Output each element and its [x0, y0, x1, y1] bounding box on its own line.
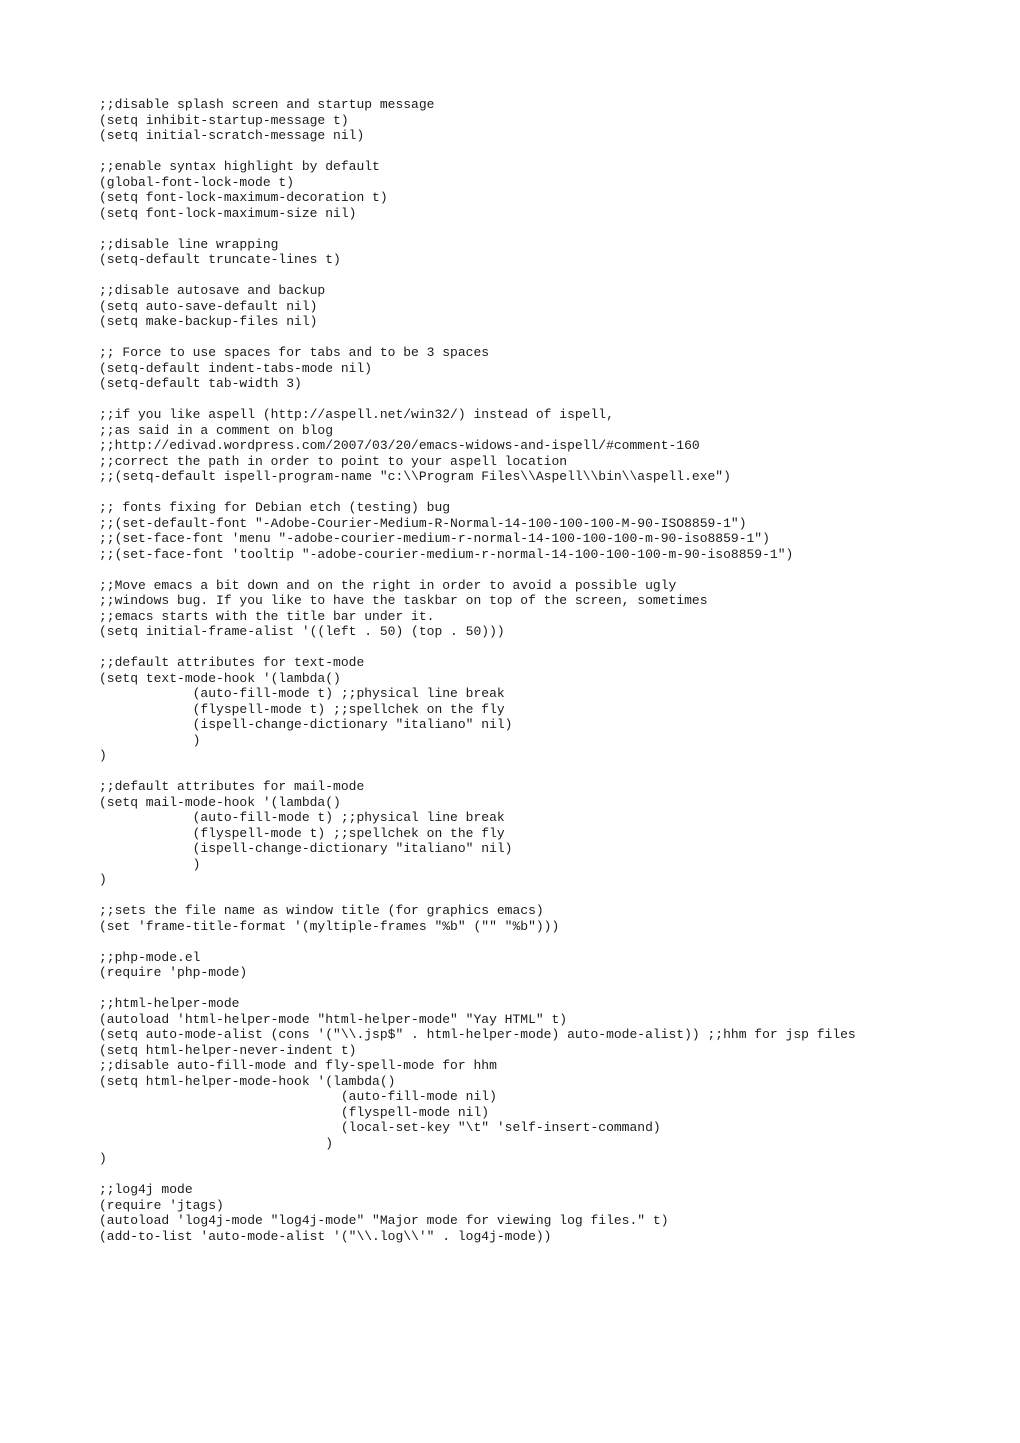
code-line: (setq font-lock-maximum-decoration t): [99, 190, 388, 205]
code-line: [99, 392, 856, 408]
code-line: ): [99, 1135, 334, 1151]
code-line: (require 'php-mode): [99, 965, 248, 980]
code-line: [99, 934, 856, 950]
code-line: (set 'frame-title-format '(myltiple-frames "%b" ("" "%b"))): [99, 918, 560, 934]
code-line: (flyspell-mode t) ;;spellchek on the fly: [99, 701, 505, 717]
code-line: (setq-default indent-tabs-mode nil): [99, 360, 373, 376]
code-line: [99, 268, 856, 284]
code-line: ;;disable line wrapping: [99, 236, 279, 252]
code-line: [99, 981, 856, 997]
code-line: ;;php-mode.el: [99, 949, 201, 965]
code-line: (flyspell-mode t) ;;spellchek on the fly: [99, 825, 505, 841]
code-line: (setq-default truncate-lines t): [99, 252, 341, 267]
code-line: ;;correct the path in order to point to your aspell location: [99, 453, 568, 469]
code-line: ): [99, 872, 107, 887]
code-line: [99, 144, 856, 160]
code-line: (setq auto-mode-alist (cons '("\\.jsp$" . html-helper-mode) auto-mode-alist)) ;;hhm for jsp files: [99, 1027, 856, 1042]
code-line: (setq font-lock-maximum-size nil): [99, 205, 357, 221]
code-line: (setq initial-scratch-message nil): [99, 128, 365, 143]
code-line: ): [99, 732, 201, 748]
code-line: ;;enable syntax highlight by default: [99, 159, 380, 174]
code-line: (autoload 'log4j-mode "log4j-mode" "Major mode for viewing log files." t): [99, 1213, 669, 1228]
code-line: (setq make-backup-files nil): [99, 314, 318, 329]
code-line: ;;disable autosave and backup: [99, 283, 326, 298]
code-line: (setq auto-save-default nil): [99, 298, 318, 314]
code-line: ;;(set-face-font 'tooltip "-adobe-courier-medium-r-normal-14-100-100-100-m-90-iso8859-1"): [99, 546, 794, 562]
code-line: ): [99, 1151, 107, 1166]
code-line: (auto-fill-mode nil): [99, 1089, 497, 1104]
code-line: (setq mail-mode-hook '(lambda(): [99, 794, 341, 810]
code-line: ;;if you like aspell (http://aspell.net/win32/) instead of ispell,: [99, 407, 614, 422]
code-line: ;;windows bug. If you like to have the taskbar on top of the screen, sometimes: [99, 593, 708, 608]
code-line: ;;log4j mode: [99, 1182, 193, 1197]
code-line: [99, 888, 856, 904]
code-line: (setq initial-frame-alist '((left . 50) (top . 50))): [99, 624, 505, 639]
code-line: (autoload 'html-helper-mode "html-helper-mode" "Yay HTML" t): [99, 1011, 568, 1027]
code-line: [99, 1167, 856, 1183]
code-line: ;;(set-default-font "-Adobe-Courier-Medium-R-Normal-14-100-100-100-M-90-ISO8859-1"): [99, 515, 747, 531]
code-line: (global-font-lock-mode t): [99, 174, 295, 190]
code-listing: [99, 97, 856, 1244]
code-line: (require 'jtags): [99, 1197, 224, 1213]
code-line: ): [99, 856, 201, 872]
code-line: (auto-fill-mode t) ;;physical line break: [99, 686, 505, 701]
code-line: (setq text-mode-hook '(lambda(): [99, 670, 341, 686]
code-line: [99, 640, 856, 656]
code-line: (setq html-helper-mode-hook '(lambda(): [99, 1073, 396, 1089]
code-line: ;;html-helper-mode: [99, 996, 240, 1011]
code-line: (auto-fill-mode t) ;;physical line break: [99, 810, 505, 825]
code-line: (local-set-key "\t" 'self-insert-command): [99, 1120, 661, 1135]
code-line: [99, 562, 856, 578]
code-line: [99, 485, 856, 501]
code-line: ): [99, 748, 107, 763]
code-line: (add-to-list 'auto-mode-alist '("\\.log\\'" . log4j-mode)): [99, 1228, 552, 1244]
code-line: (ispell-change-dictionary "italiano" nil): [99, 717, 513, 732]
code-line: ;;(set-face-font 'menu "-adobe-courier-medium-r-normal-14-100-100-100-m-90-iso8859-1"): [99, 531, 770, 546]
code-line: ;;default attributes for text-mode: [99, 655, 365, 670]
code-line: ;;disable splash screen and startup message: [99, 97, 435, 112]
code-line: (setq html-helper-never-indent t): [99, 1042, 357, 1058]
code-line: ;;sets the file name as window title (for graphics emacs): [99, 903, 544, 918]
code-line: ;;Move emacs a bit down and on the right in order to avoid a possible ugly: [99, 577, 677, 593]
code-line: ;;default attributes for mail-mode: [99, 779, 365, 794]
code-line: [99, 764, 856, 780]
code-line: ;;disable auto-fill-mode and fly-spell-mode for hhm: [99, 1058, 497, 1073]
code-line: ;;as said in a comment on blog: [99, 422, 334, 438]
code-line: (flyspell-mode nil): [99, 1104, 490, 1120]
code-line: (setq inhibit-startup-message t): [99, 112, 349, 128]
code-line: [99, 221, 856, 237]
code-line: (setq-default tab-width 3): [99, 376, 302, 391]
code-line: ;; Force to use spaces for tabs and to be 3 spaces: [99, 345, 490, 360]
code-line: [99, 330, 856, 346]
code-line: ;;(setq-default ispell-program-name "c:\\Program Files\\Aspell\\bin\\aspell.exe"): [99, 469, 731, 484]
code-line: (ispell-change-dictionary "italiano" nil): [99, 841, 513, 856]
code-line: ;;emacs starts with the title bar under it.: [99, 608, 435, 624]
code-line: ;; fonts fixing for Debian etch (testing) bug: [99, 500, 451, 515]
code-line: ;;http://edivad.wordpress.com/2007/03/20/emacs-widows-and-ispell/#comment-160: [99, 438, 700, 453]
